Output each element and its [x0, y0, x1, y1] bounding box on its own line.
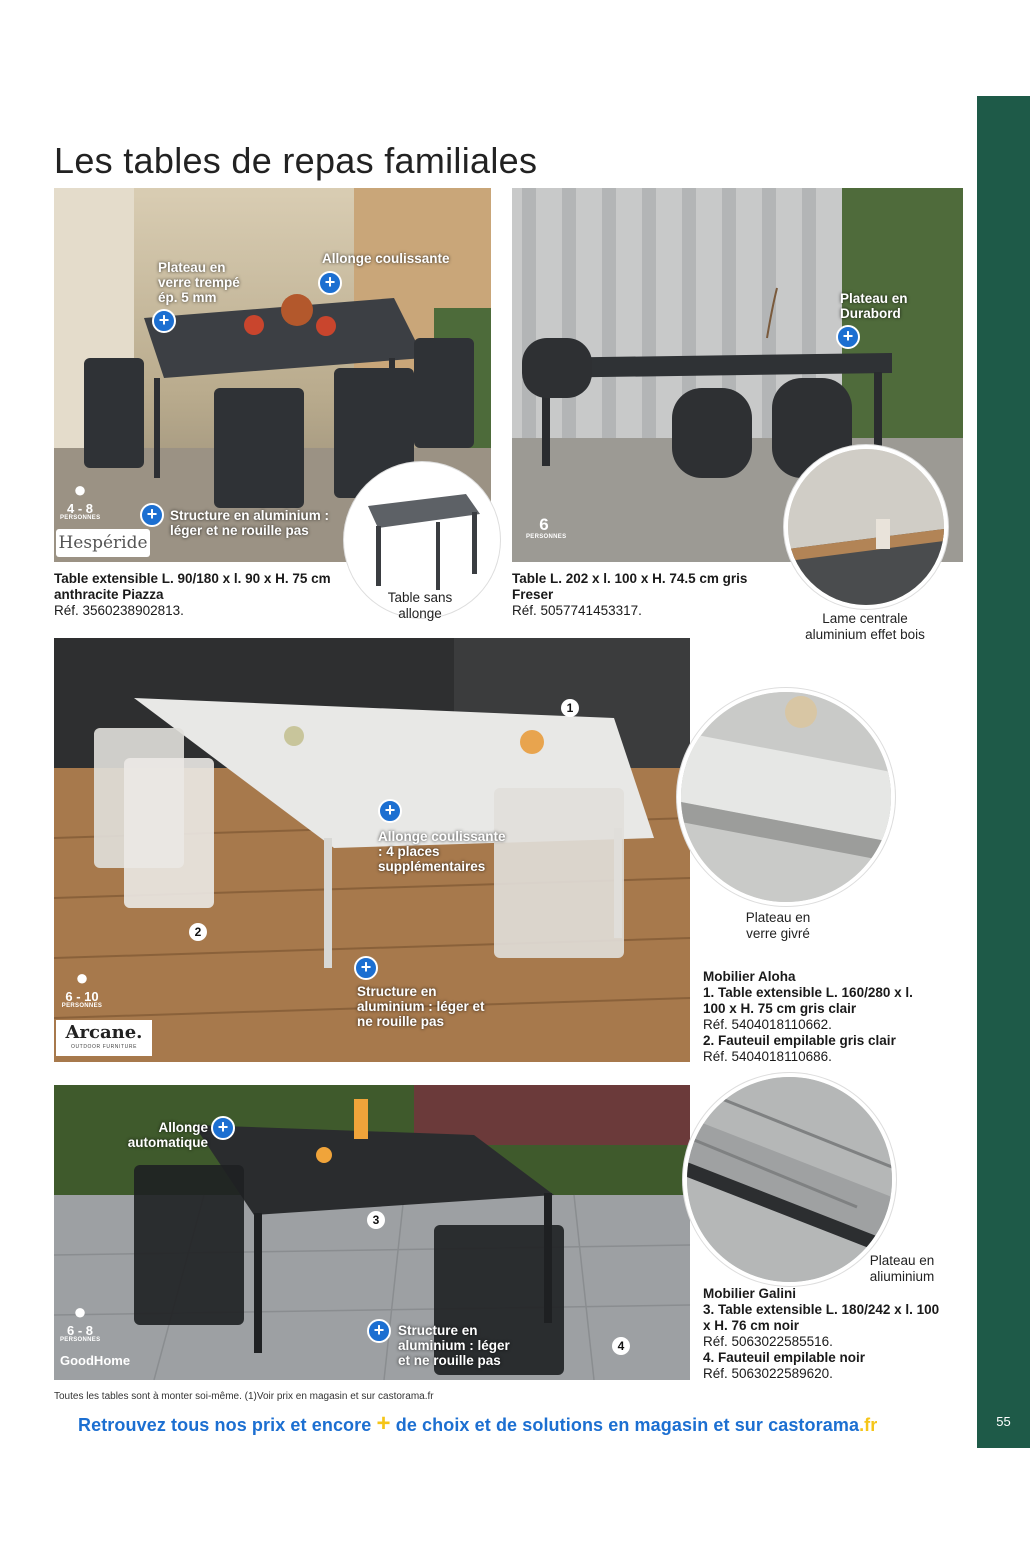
callout-auto-leaf: Allonge automatique — [127, 1120, 208, 1150]
footer-domain: .fr — [859, 1415, 878, 1435]
page-number: 55 — [996, 1414, 1011, 1429]
persons-label: PERSONNES — [60, 1337, 101, 1343]
brand-name: Hespéride — [58, 533, 148, 553]
persons-badge — [60, 1300, 100, 1343]
plus-icon: + — [378, 799, 402, 823]
persons-badge — [526, 515, 567, 540]
product-title: Table L. 202 x l. 100 x H. 74.5 cm gris Freser — [512, 571, 748, 602]
plus-icon: + — [211, 1116, 235, 1140]
persons-label: PERSONNES — [526, 534, 567, 540]
persons-count: 4 - 8 — [66, 501, 93, 516]
plus-icon: + — [318, 271, 342, 295]
callout-glass-top: Plateau en verre trempé ép. 5 mm — [158, 260, 240, 305]
item-4-ref: Réf. 5063022589620. — [703, 1366, 833, 1381]
item-1-name: 1. Table extensible L. 160/280 x l. 100 x H. 75 cm gris clair — [703, 985, 913, 1016]
plus-icon: + — [376, 1410, 391, 1437]
callout-aluminium: Structure en aluminium : léger et ne rouille pas — [357, 984, 485, 1029]
persons-count: 6 — [539, 515, 549, 534]
callout-aluminium: Structure en aluminium : léger et ne rouille pas — [170, 508, 330, 538]
callout-aluminium: Structure en aluminium : léger et ne rouille pas — [398, 1323, 510, 1368]
persons-badge — [60, 966, 104, 1009]
footnote: Toutes les tables sont à monter soi-même. (1)Voir prix en magasin et sur castorama.fr — [54, 1391, 434, 1402]
collection-name: Mobilier Aloha — [703, 969, 796, 984]
marker-1: 1 — [561, 699, 579, 717]
item-2-name: 2. Fauteuil empilable gris clair — [703, 1033, 896, 1048]
aluminium-top-illustration — [687, 1077, 892, 1282]
person-icon: ● — [75, 965, 89, 990]
plus-icon: + — [836, 325, 860, 349]
brand-name: Arcane. — [65, 1022, 143, 1043]
item-1-ref: Réf. 5404018110662. — [703, 1017, 832, 1032]
inset-caption-piazza: Table sans allonge — [387, 590, 453, 621]
persons-count: 6 - 8 — [66, 1323, 93, 1338]
plus-icon: + — [152, 309, 176, 333]
footer-text-1: Retrouvez tous nos prix et encore — [78, 1415, 372, 1435]
persons-label: PERSONNES — [61, 1003, 103, 1009]
persons-badge — [60, 478, 100, 521]
plus-icon: + — [354, 956, 378, 980]
brand-logo-hesperide — [56, 529, 150, 557]
callout-sliding-leaf: Allonge coulissante — [322, 251, 450, 266]
item-2-ref: Réf. 5404018110686. — [703, 1049, 832, 1064]
item-4-name: 4. Fauteuil empilable noir — [703, 1350, 866, 1365]
inset-caption-galini: Plateau en aliuminium — [869, 1253, 935, 1284]
product-name-galini — [703, 1286, 943, 1382]
page-title: Les tables de repas familiales — [54, 140, 538, 181]
inset-frosted-glass — [677, 688, 895, 906]
product-name-freser — [512, 571, 752, 619]
wood-effect-blade-illustration — [788, 449, 944, 605]
product-name-aloha — [703, 969, 933, 1065]
person-icon: ● — [73, 477, 87, 502]
plus-icon: + — [367, 1319, 391, 1343]
item-3-ref: Réf. 5063022585516. — [703, 1334, 833, 1349]
plus-icon: + — [140, 503, 164, 527]
inset-caption-freser: Lame centrale aluminium effet bois — [805, 611, 925, 642]
persons-count: 6 - 10 — [65, 989, 99, 1004]
callout-durabord: Plateau en Durabord — [840, 291, 908, 321]
product-title: Table extensible L. 90/180 x l. 90 x H. 75 cm anthracite Piazza — [54, 571, 331, 602]
inset-caption-aloha: Plateau en verre givré — [745, 910, 811, 941]
frosted-glass-illustration — [681, 692, 891, 902]
person-icon: ● — [73, 1299, 87, 1324]
footer-text-2: de choix et de solutions en magasin et sur castorama — [395, 1415, 860, 1435]
persons-label: PERSONNES — [60, 515, 101, 521]
item-3-name: 3. Table extensible L. 180/242 x l. 100 x H. 76 cm noir — [703, 1302, 940, 1333]
callout-sliding-4-places: Allonge coulissante : 4 places supplémentaires — [378, 829, 506, 874]
brand-logo-arcane — [56, 1020, 152, 1056]
marker-4: 4 — [612, 1337, 630, 1355]
product-ref: Réf. 5057741453317. — [512, 603, 642, 618]
side-tab — [977, 96, 1030, 1448]
inset-wood-effect-blade — [784, 445, 948, 609]
collection-name: Mobilier Galini — [703, 1286, 797, 1301]
footer-banner — [78, 1410, 877, 1438]
brand-sub: OUTDOOR FURNITURE — [70, 1044, 138, 1050]
marker-3: 3 — [367, 1211, 385, 1229]
product-ref: Réf. 3560238902813. — [54, 603, 184, 618]
marker-2: 2 — [189, 923, 207, 941]
product-name-piazza — [54, 571, 354, 619]
brand-logo-goodhome: GoodHome — [60, 1353, 131, 1368]
